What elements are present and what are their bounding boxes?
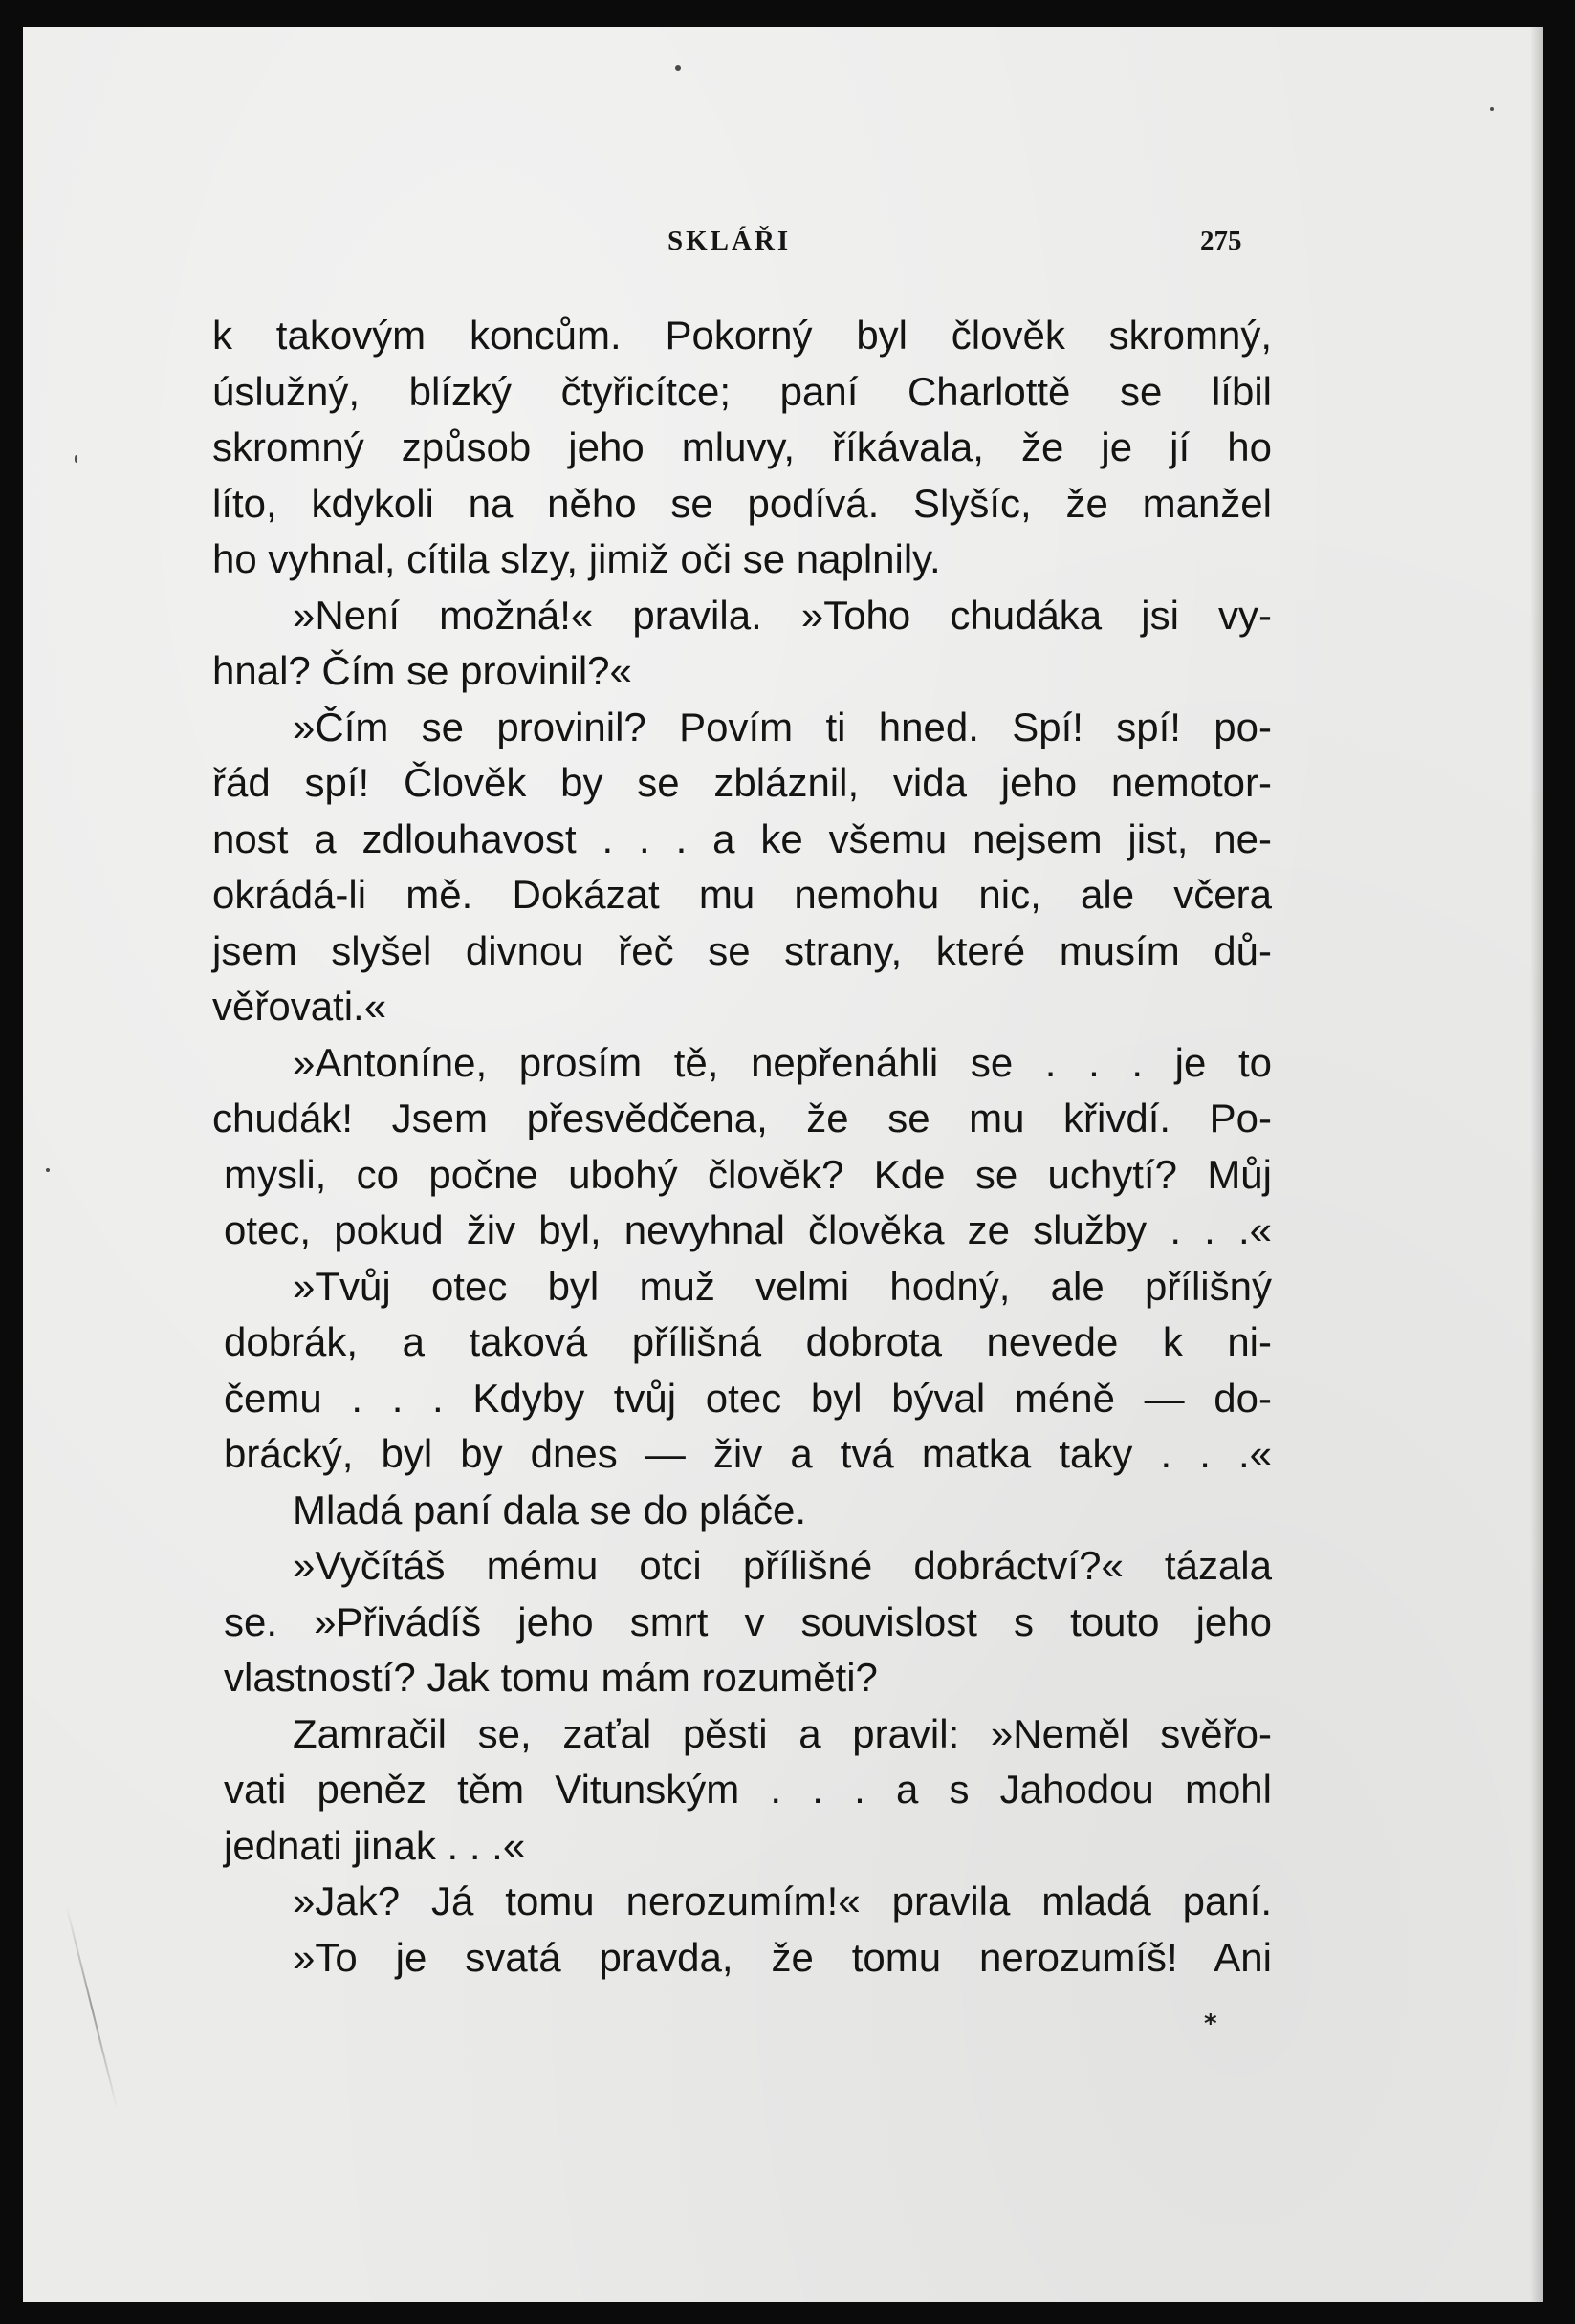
body-text (212, 308, 1272, 1986)
text-line: okrádá-li mě. Dokázat mu nemohu nic, ale včera (212, 872, 1272, 917)
text-line: chudák! Jsem přesvědčena, že se mu křivdí. Po- (212, 1096, 1272, 1140)
dust-speck (46, 1168, 50, 1172)
text-line: otec, pokud živ byl, nevyhnal člověka ze služby . . .« (224, 1207, 1272, 1252)
text-line: čemu . . . Kdyby tvůj otec byl býval méně — do- (224, 1375, 1272, 1421)
text-line: řád spí! Člověk by se zbláznil, vida jeho nemotor- (212, 760, 1272, 805)
text-line: ho vyhnal, cítila slzy, jimiž oči se naplnily. (212, 536, 941, 581)
page-ornament: * (1204, 2009, 1217, 2038)
text-line: se. »Přivádíš jeho smrt v souvislost s touto jeho (224, 1598, 1272, 1644)
dust-speck (75, 455, 77, 463)
text-line: »Čím se provinil? Povím ti hned. Spí! spí! po- (293, 704, 1272, 749)
text-line: jednati jinak . . .« (224, 1822, 526, 1868)
page-edge-shadow (1530, 27, 1543, 2302)
text-line: jsem slyšel divnou řeč se strany, které musím dů- (212, 927, 1272, 973)
text-line: »Není možná!« pravila. »Toho chudáka jsi vy- (293, 592, 1272, 638)
text-line: Mladá paní dala se do pláče. (293, 1487, 807, 1532)
text-line: Zamračil se, zaťal pěsti a pravil: »Neměl svěřo- (293, 1710, 1272, 1756)
dust-speck (675, 65, 681, 71)
text-line: úslužný, blízký čtyřicítce; paní Charlottě se líbil (212, 368, 1272, 414)
text-line: hnal? Čím se provinil?« (212, 648, 632, 693)
text-line: vati peněz těm Vitunským . . . a s Jahodou mohl (224, 1767, 1272, 1812)
dust-speck (1490, 107, 1494, 111)
text-line: »Vyčítáš mému otci přílišné dobráctví?« tázala (293, 1543, 1272, 1588)
text-line: »Jak? Já tomu nerozumím!« pravila mladá paní. (293, 1879, 1272, 1923)
text-line: mysli, co počne ubohý člověk? Kde se uchytí? Můj (224, 1151, 1272, 1197)
text-line: k takovým koncům. Pokorný byl člověk skromný, (212, 313, 1272, 358)
text-line: brácký, byl by dnes — živ a tvá matka taky . . .« (224, 1431, 1272, 1476)
text-line: věřovati.« (212, 984, 387, 1029)
running-head: SKLÁŘI (667, 226, 792, 256)
text-line: »Antoníne, prosím tě, nepřenáhli se . . . je to (293, 1039, 1272, 1085)
text-line: nost a zdlouhavost . . . a ke všemu nejsem jist, ne- (212, 815, 1272, 861)
text-line: »Tvůj otec byl muž velmi hodný, ale přílišný (293, 1263, 1272, 1309)
text-line: skromný způsob jeho mluvy, říkávala, že je jí ho (212, 424, 1272, 469)
text-line: dobrák, a taková přílišná dobrota nevede k ni- (224, 1319, 1272, 1364)
text-line: líto, kdykoli na něho se podívá. Slyšíc, že manžel (212, 480, 1272, 526)
text-line: »To je svatá pravda, že tomu nerozumíš! Ani (293, 1934, 1272, 1980)
page-number: 275 (1200, 226, 1242, 256)
text-line: vlastností? Jak tomu mám rozuměti? (224, 1655, 878, 1700)
